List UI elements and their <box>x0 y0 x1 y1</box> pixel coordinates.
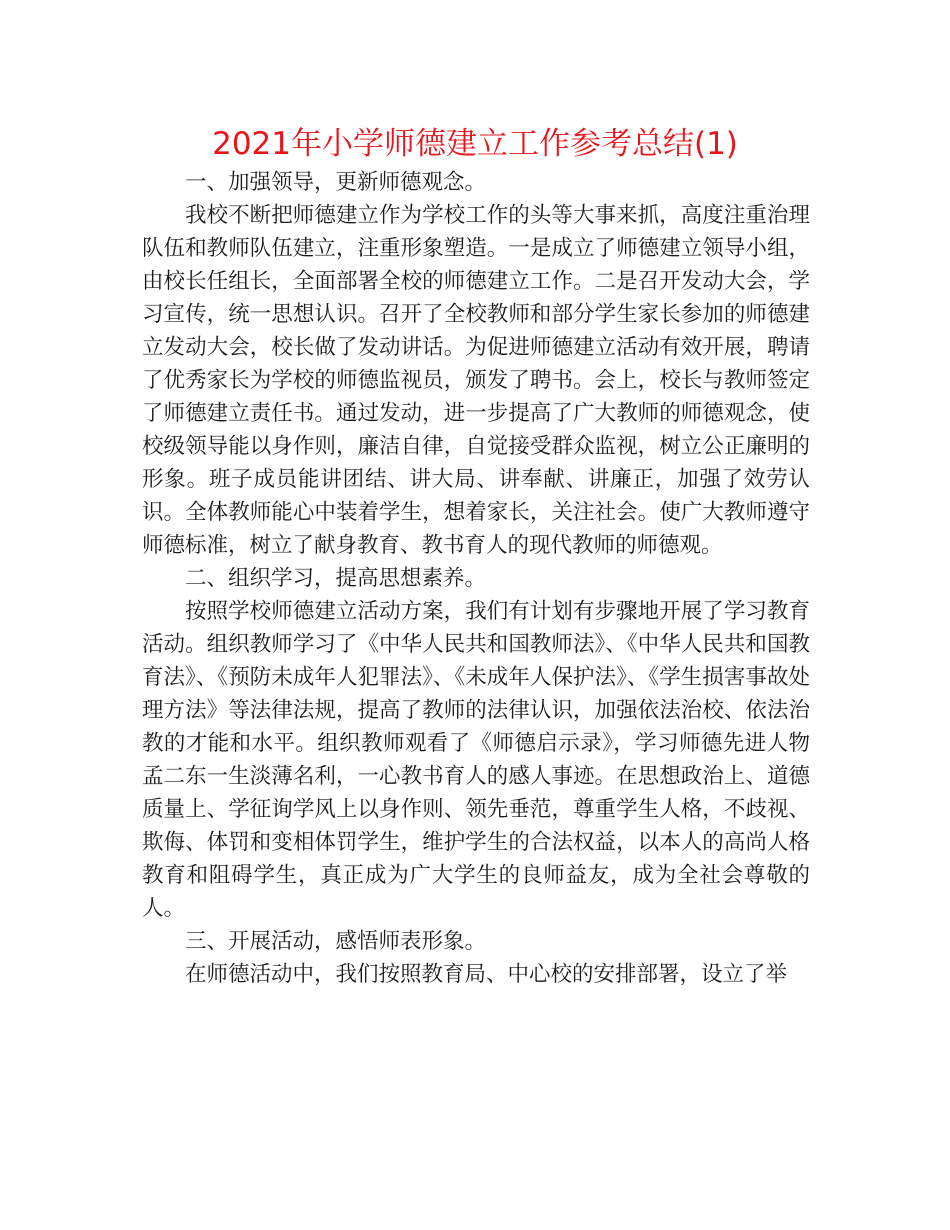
section-heading-3: 三、开展活动，感悟师表形象。 <box>185 929 487 954</box>
document-body <box>142 166 810 991</box>
section-heading-1: 一、加强领导，更新师德观念。 <box>185 170 487 195</box>
document-title: 2021年小学师德建立工作参考总结(1) <box>212 126 738 162</box>
paragraph-3: 在师德活动中，我们按照教育局、中心校的安排部署，设立了举 <box>185 962 788 987</box>
section-heading-2: 二、组织学习，提高思想素养。 <box>185 566 487 591</box>
paragraph-1: 我校不断把师德建立作为学校工作的头等大事来抓，高度注重治理队伍和教师队伍建立，注重形象塑造。一是成立了师德建立领导小组，由校长任组长，全面部署全校的师德建立工作。二是召开发动大会，学习宣传，统一思想认识。召开了全校教师和部分学生家长参加的师德建立发动大会，校长做了发动讲话。为促进师德建立活动有效开展，聘请了优秀家长为学校的师德监视员，颁发了聘书。会上，校长与教师签定了师德建立责任书。通过发动，进一步提高了广大教师的师德观念，使校级领导能以身作则，廉洁自律，自觉接受群众监视，树立公正廉明的形象。班子成员能讲团结、讲大局、讲奉献、讲廉正，加强了效劳认识。全体教师能心中装着学生，想着家长，关注社会。使广大教师遵守师德标准，树立了献身教育、教书育人的现代教师的师德观。 <box>142 203 810 558</box>
paragraph-2: 按照学校师德建立活动方案，我们有计划有步骤地开展了学习教育活动。组织教师学习了《中华人民共和国教师法》、《中华人民共和国教育法》、《预防未成年人犯罪法》、《未成年人保护法》、《学生损害事故处理方法》等法律法规，提高了教师的法律认识，加强依法治校、依法治教的才能和水平。组织教师观看了《师德启示录》，学习师德先进人物孟二东一生淡薄名利，一心教书育人的感人事迹。在思想政治上、道德质量上、学征询学风上以身作则、领先垂范，尊重学生人格，不歧视、欺侮、体罚和变相体罚学生，维护学生的合法权益，以本人的高尚人格教育和阻碍学生，真正成为广大学生的良师益友，成为全社会尊敬的人。 <box>142 599 810 921</box>
